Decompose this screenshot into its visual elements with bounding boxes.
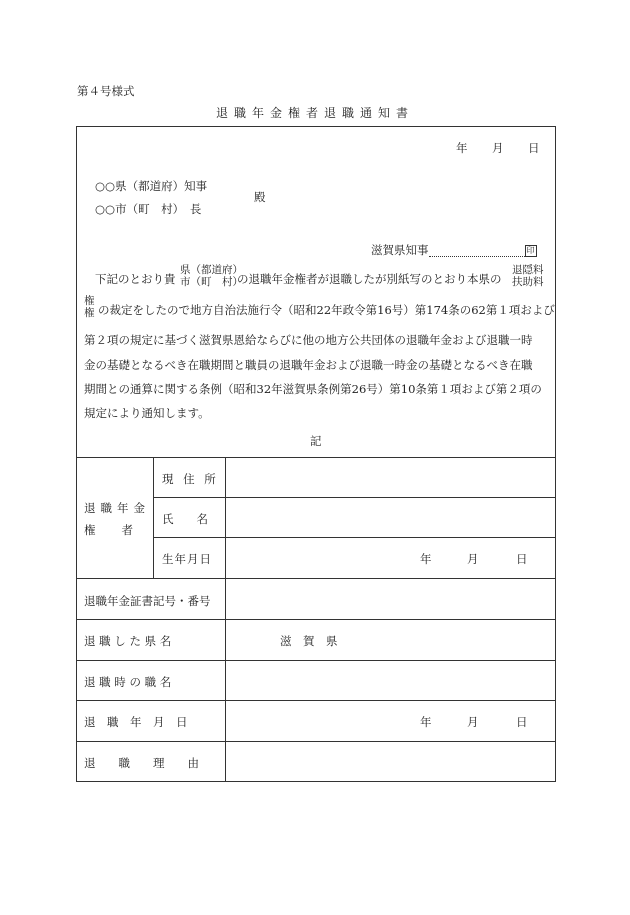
intro-line-3: 第２項の規定に基づく滋賀県恩給ならびに他の地方公共団体の退職年金および退職一時 [84,333,533,347]
retirement-year: 年 [420,715,432,729]
certificate-number-label: 退職年金証書記号・番号 [84,594,211,608]
intro-line-5: 期間との通算に関する条例（昭和32年滋賀県条例第26号）第10条第１項および第２項の [84,382,542,396]
job-title-at-retirement-label: 退 職 時 の 職 名 [84,675,172,689]
certificate-number-field[interactable] [226,579,555,619]
intro-line-2: の裁定をしたので地方自治法施行令（昭和22年政令第16号）第174条の62第１項および [98,303,555,317]
address-field[interactable] [226,458,555,497]
retirement-reason-field[interactable] [226,742,555,781]
honorific: 殿 [254,190,266,204]
intro-left-bottom: 権 [84,307,95,319]
intro-prefix: 下記のとおり貴 [95,272,176,286]
addressee-city: ○○市（町 村） 長 [95,202,202,216]
intro-stack-bottom: 市（町 村） [180,276,243,288]
retired-prefecture-value: 滋 賀 県 [280,634,338,648]
date-year: 年 [456,141,468,155]
intro-stack-top: 県（都道府） [180,264,243,276]
addressee-prefecture: ○○県（都道府）知事 [95,179,208,193]
signature-dotted-line [429,246,525,257]
intro-middle: の退職年金権者が退職したが別紙写のとおり本県の [237,272,502,286]
date-day: 日 [528,141,540,155]
date-month: 月 [492,141,504,155]
ki-label: 記 [310,434,322,448]
dob-year: 年 [420,552,432,566]
pensioner-group-label-1: 退職年金 [84,501,150,515]
name-label: 氏 名 [162,512,208,526]
retirement-reason-label: 退 職 理 由 [84,756,199,770]
intro-right-stack [512,264,544,288]
retirement-date-label: 退 職 年 月 日 [84,715,188,729]
retired-prefecture-label: 退 職 し た 県 名 [84,634,172,648]
dob-label: 生年月日 [162,552,212,566]
dob-day: 日 [516,552,528,566]
intro-stack [180,264,243,288]
intro-left-stack [84,295,95,319]
form-number: 第４号様式 [77,84,135,98]
row-rule-6 [76,700,556,701]
pensioner-group-label-2: 権 者 [84,523,134,537]
retirement-month: 月 [467,715,479,729]
address-label: 現 住 所 [162,472,219,486]
name-field[interactable] [226,498,555,537]
job-title-field[interactable] [226,661,555,700]
intro-line-6: 規定により通知します。 [84,406,210,420]
sender-line [371,242,537,258]
row-rule-2 [153,537,556,538]
seal-mark: 印 [526,246,535,255]
intro-right-top: 退隠料 [512,264,544,276]
intro-left-top: 権 [84,295,95,307]
retirement-day: 日 [516,715,528,729]
dob-month: 月 [467,552,479,566]
sender-title: 滋賀県知事 [371,243,429,257]
intro-line-4: 金の基礎となるべき在職期間と職員の退職年金および退職一時金の基礎となるべき在職 [84,358,533,372]
document-title: 退職年金権者退職通知書 [215,106,414,120]
row-rule-4 [76,619,556,620]
group-column-rule [153,457,154,578]
intro-right-bottom: 扶助料 [512,276,544,288]
